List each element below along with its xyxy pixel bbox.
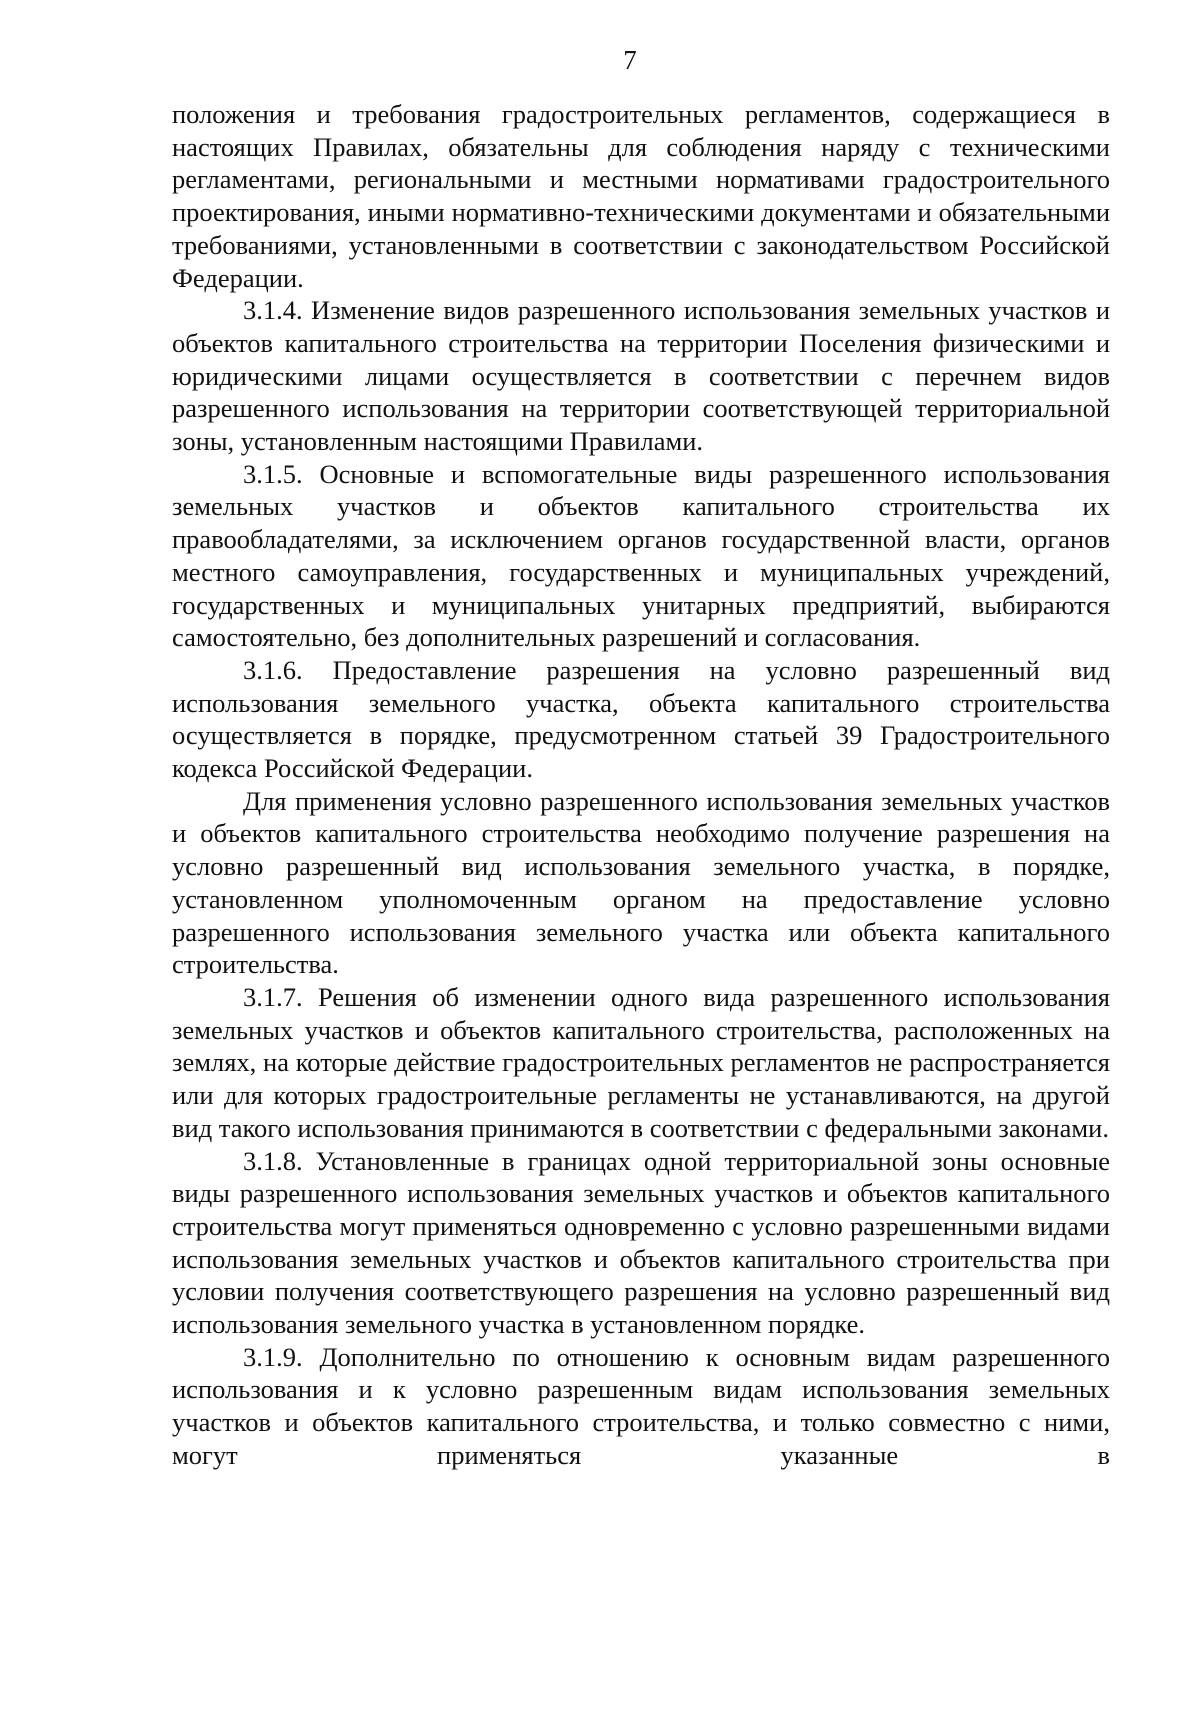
paragraph-3-1-9: 3.1.9. Дополнительно по отношению к основным видам разрешенного использования и к условно разрешенным видам использования земельных участков и объектов капитального строительства, и только совместно с ними, могут применяться указанные в [172, 1341, 1110, 1470]
paragraph-conditional-use: Для применения условно разрешенного использования земельных участков и объектов капитального строительства необходимо получение разрешения на условно разрешенный вид использования земельного участка, в порядке, установленном уполномоченным органом на предоставление условно разрешенного использования земельного участка или объекта капитального строительства. [172, 785, 1110, 980]
paragraph-3-1-4: 3.1.4. Изменение видов разрешенного использования земельных участков и объектов капитального строительства на территории Поселения физическими и юридическими лицами осуществляется в соответствии с перечнем видов разрешенного использования на территории соответствующей территориальной зоны, установленным настоящими Правилами. [172, 295, 1110, 457]
document-body [172, 98, 1110, 1472]
paragraph-3-1-7: 3.1.7. Решения об изменении одного вида разрешенного использования земельных участков и объектов капитального строительства, расположенных на землях, на которые действие градостроительных регламентов не распространяется или для которых градостроительные регламенты не устанавливаются, на другой вид такого использования принимаются в соответствии с федеральными законами. [172, 981, 1110, 1143]
paragraph-3-1-8: 3.1.8. Установленные в границах одной территориальной зоны основные виды разрешенного использования земельных участков и объектов капитального строительства могут применяться одновременно с условно разрешенными видами использования земельных участков и объектов капитального строительства при условии получения соответствующего разрешения на условно разрешенный вид использования земельного участка в установленном порядке. [172, 1145, 1110, 1340]
paragraph-3-1-6: 3.1.6. Предоставление разрешения на условно разрешенный вид использования земельного участка, объекта капитального строительства осуществляется в порядке, предусмотренном статьей 39 Градостроительного кодекса Российской Федерации. [172, 654, 1110, 784]
paragraph-continuation: положения и требования градостроительных регламентов, содержащиеся в настоящих Правилах, обязательны для соблюдения наряду с техническими регламентами, региональными и местными нормативами градостроительного проектирования, иными нормативно-техническими документами и обязательными требованиями, установленными в соответствии с законодательством Российской Федерации. [172, 99, 1110, 293]
paragraph-3-1-5: 3.1.5. Основные и вспомогательные виды разрешенного использования земельных участков и объектов капитального строительства их правообладателями, за исключением органов государственной власти, органов местного самоуправления, государственных и муниципальных учреждений, государственных и муниципальных унитарных предприятий, выбираются самостоятельно, без дополнительных разрешений и согласования. [172, 458, 1110, 653]
page-number: 7 [623, 45, 637, 75]
